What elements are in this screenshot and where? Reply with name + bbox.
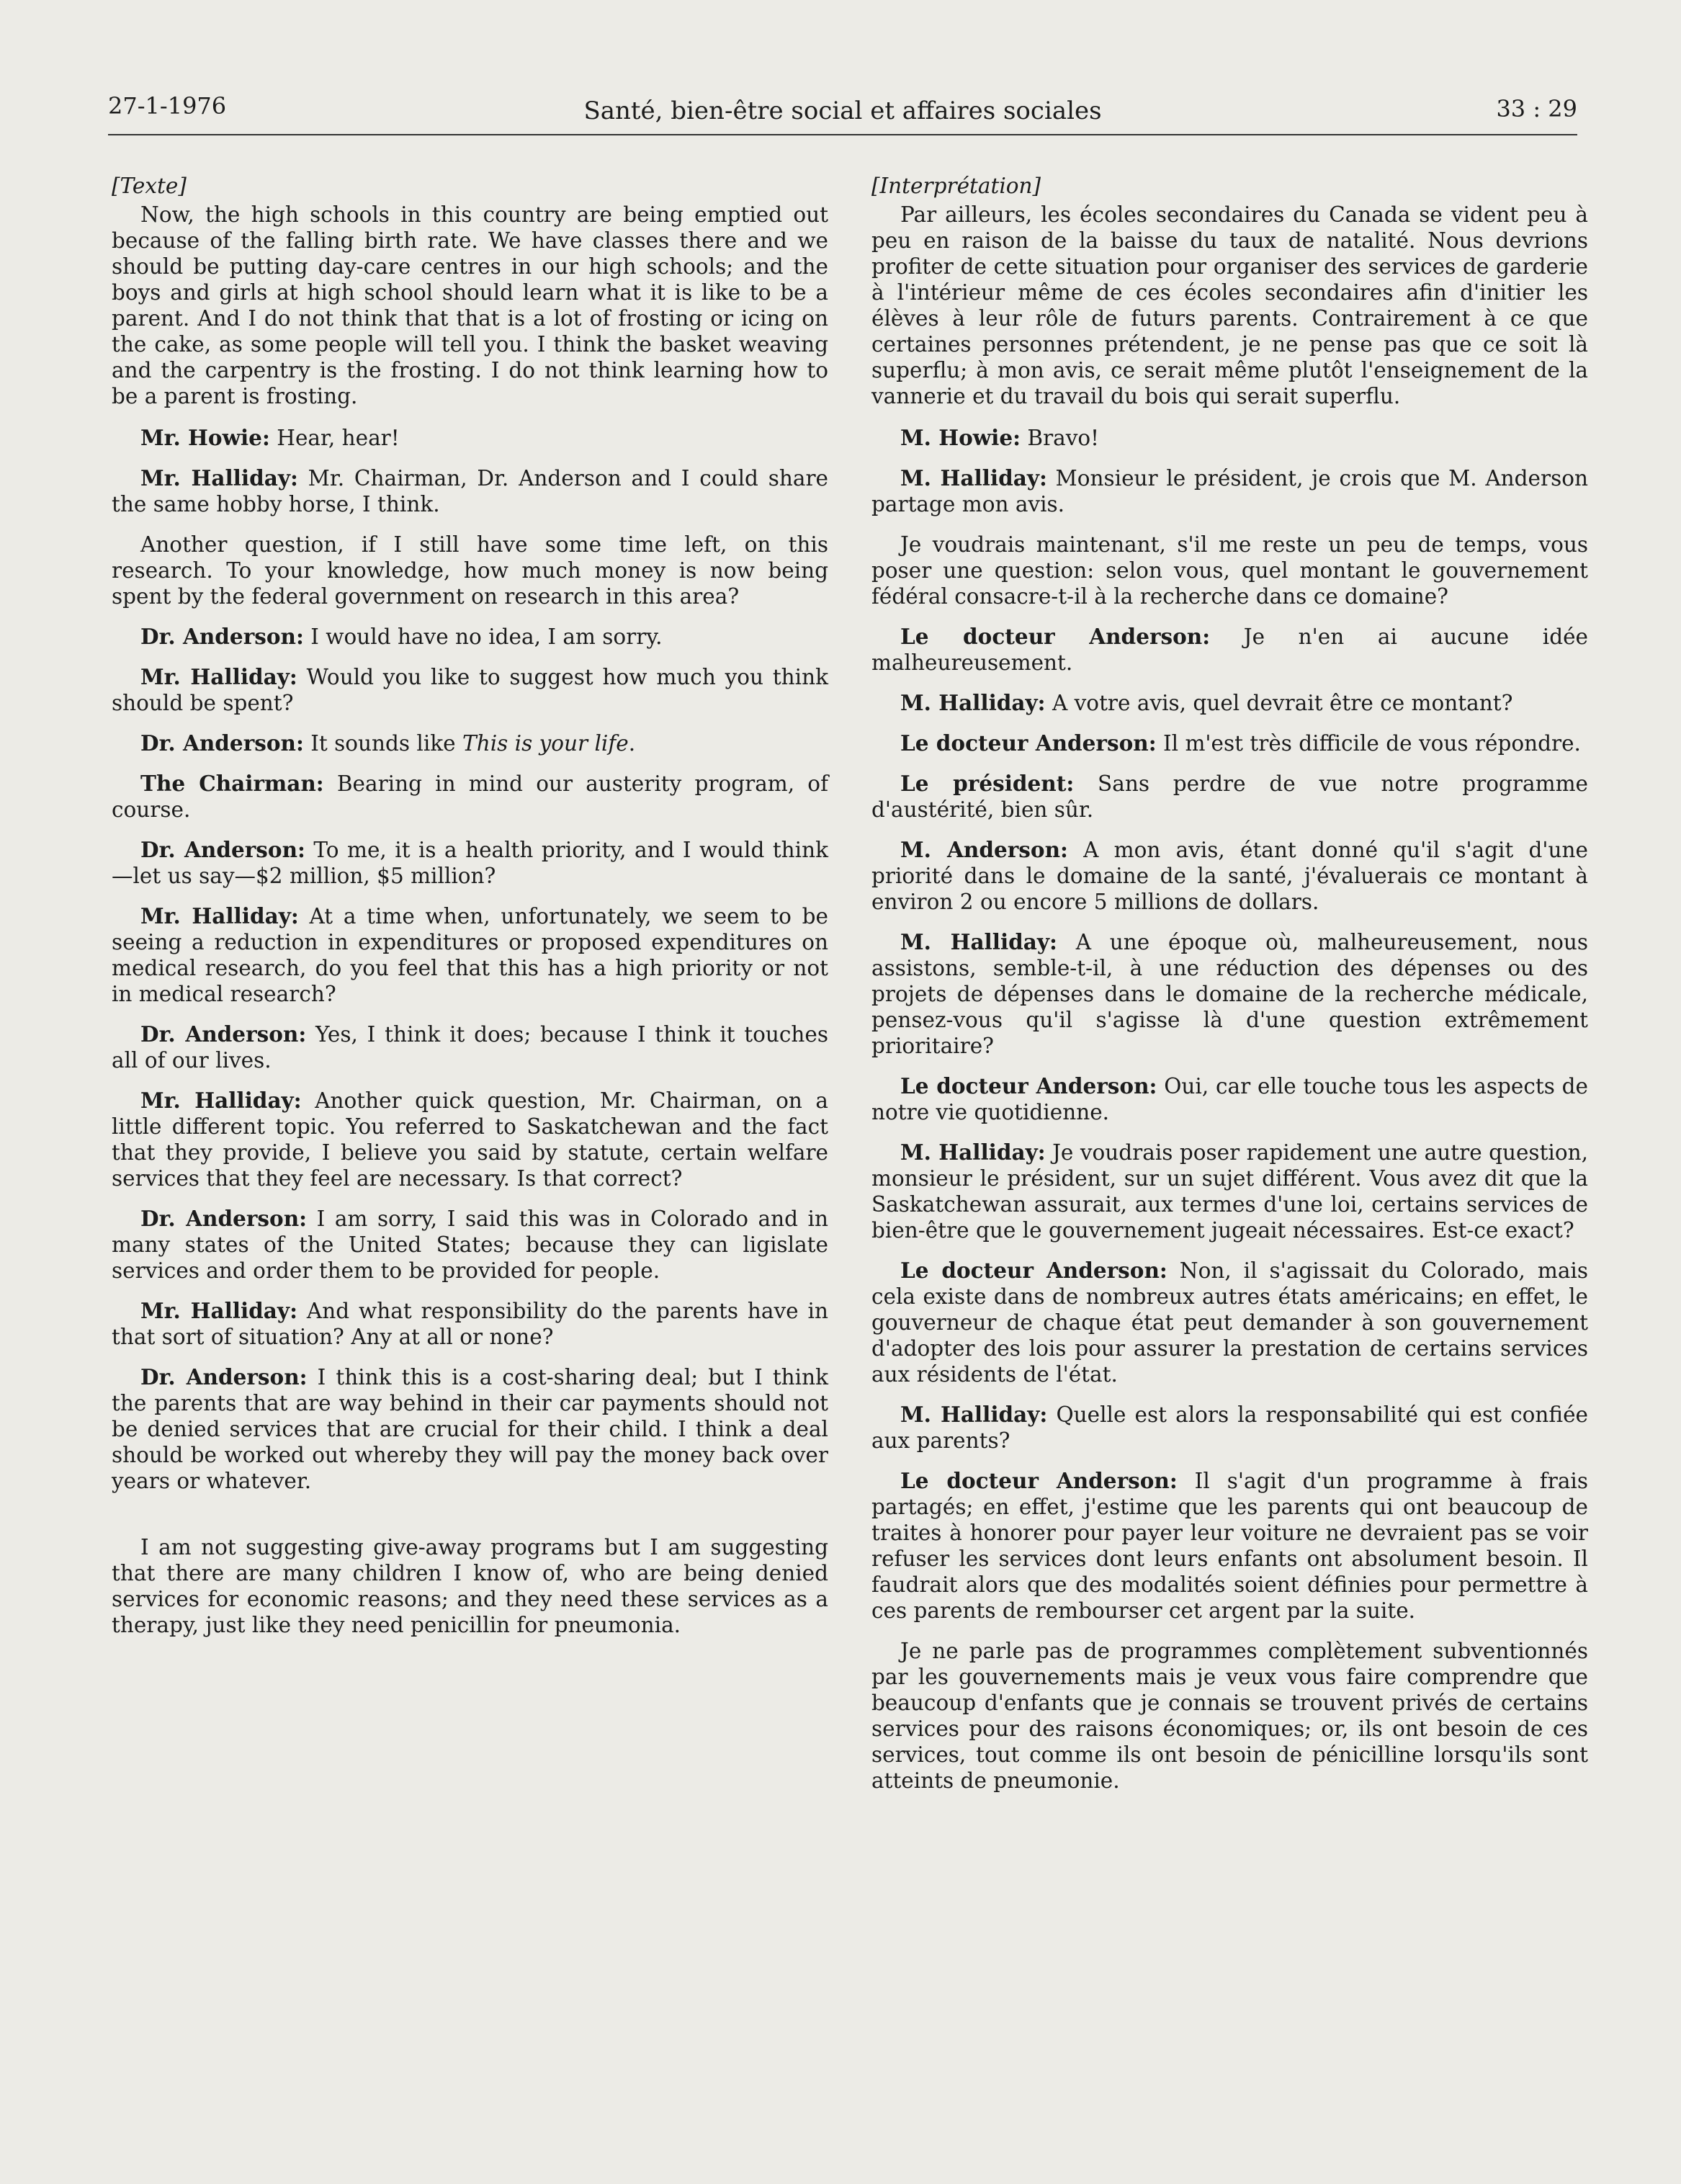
header-date: 27-1-1976 bbox=[108, 92, 227, 120]
paragraph: M. Halliday: Monsieur le président, je crois que M. Anderson partage mon avis. bbox=[871, 465, 1588, 516]
paragraph: Le docteur Anderson: Il m'est très difficile de vous répondre. bbox=[900, 730, 1581, 756]
paragraph: Le docteur Anderson: Il s'agit d'un programme à frais partagés; en effet, j'estime que les parents qui ont beaucoup de traites à honorer pour payer leur voiture ne devraient pas se voir refuser les services dont leurs enfants ont absolument besoin. Il faudrait alors que des modalités soient définies pour permettre à ces parents de rembourser cet argent par la suite. bbox=[871, 1468, 1588, 1623]
paragraph: Le docteur Anderson: Je n'en ai aucune idée malheureusement. bbox=[871, 624, 1588, 675]
paragraph: Mr. Halliday: Would you like to suggest how much you think should be spent? bbox=[112, 664, 828, 715]
header-title: Santé, bien-être social et affaires sociales bbox=[583, 97, 1102, 125]
paragraph: M. Howie: Bravo! bbox=[900, 425, 1100, 450]
paragraph: Dr. Anderson: Yes, I think it does; because I think it touches all of our lives. bbox=[112, 1021, 828, 1073]
paragraph: Dr. Anderson: It sounds like This is your life. bbox=[140, 730, 636, 756]
paragraph: Le docteur Anderson: Oui, car elle touche tous les aspects de notre vie quotidienne. bbox=[871, 1073, 1588, 1124]
paragraph: Je ne parle pas de programmes complètement subventionnés par les gouvernements mais je veux vous faire comprendre que beaucoup d'enfants que je connais se trouvent privés de certains services pour des raisons économiques; or, ils ont besoin de ces services, tout comme ils ont besoin de pénicilline lorsqu'ils sont atteints de pneumonie. bbox=[871, 1639, 1588, 1793]
paragraph: Mr. Howie: Hear, hear! bbox=[140, 425, 400, 450]
paragraph: Par ailleurs, les écoles secondaires du Canada se vident peu à peu en raison de la baisse du taux de natalité. Nous devrions profiter de cette situation pour organiser des services de garderie à l'intérieur même de ces écoles secondaires afin d'initier les élèves à leur rôle de futurs parents. Contrairement à ce que certaines personnes prétendent, je ne pense pas que ce soit là superflu; à mon avis, ce serait même plutôt l'enseignement de la vannerie et du travail du bois qui serait superflu. bbox=[871, 202, 1588, 408]
paragraph: M. Halliday: Quelle est alors la responsabilité qui est confiée aux parents? bbox=[871, 1402, 1588, 1453]
paragraph: M. Halliday: Je voudrais poser rapidement une autre question, monsieur le président, sur un sujet différent. Vous avez dit que la Saskatchewan assurait, aux termes d'une loi, certains services de bien-être que le gouvernement jugeait nécessaires. Est-ce exact? bbox=[871, 1140, 1589, 1243]
paragraph: Je voudrais maintenant, s'il me reste un peu de temps, vous poser une question: selon vous, quel montant le gouvernement fédéral consacre-t-il à la recherche dans ce domaine? bbox=[871, 532, 1588, 609]
french-column bbox=[871, 173, 1588, 1808]
paragraph: Dr. Anderson: I am sorry, I said this was in Colorado and in many states of the United States; because they can ligislate services and order them to be provided for people. bbox=[112, 1206, 828, 1283]
paragraph: M. Halliday: A une époque où, malheureusement, nous assistons, semble-t-il, à une réduction des dépenses ou des projets de dépenses dans le domaine de la recherche médicale, pensez-vous qu'il s'agisse là d'une question extrêmement prioritaire? bbox=[871, 929, 1588, 1058]
paragraph: Dr. Anderson: I would have no idea, I am sorry. bbox=[140, 624, 663, 649]
paragraph: Dr. Anderson: To me, it is a health priority, and I would think—let us say—$2 million, $5 million? bbox=[112, 837, 828, 888]
paragraph: Mr. Halliday: Mr. Chairman, Dr. Anderson and I could share the same hobby horse, I think. bbox=[112, 465, 828, 516]
paragraph: Le président: Sans perdre de vue notre programme d'austérité, bien sûr. bbox=[871, 771, 1588, 822]
paragraph: Le docteur Anderson: Non, il s'agissait du Colorado, mais cela existe dans de nombreux autres états américains; en effet, le gouverneur de chaque état peut demander à son gouvernement d'adopter des lois pour assurer la prestation de certains services aux résidents de l'état. bbox=[871, 1258, 1588, 1387]
english-column bbox=[112, 173, 828, 1652]
paragraph: Mr. Halliday: Another quick question, Mr. Chairman, on a little different topic. You referred to Saskatchewan and the fact that they provide, I believe you said by statute, certain welfare services that they feel are necessary. Is that correct? bbox=[112, 1088, 828, 1191]
paragraph: I am not suggesting give-away programs but I am suggesting that there are many children I know of, who are being denied services for economic reasons; and they need these services as a therapy, just like they need penicillin for pneumonia. bbox=[112, 1535, 828, 1637]
page-header bbox=[108, 85, 1577, 135]
column-label-english: [Texte] bbox=[112, 174, 187, 198]
paragraph: Now, the high schools in this country are being emptied out because of the falling birth rate. We have classes there and we should be putting day-care centres in our high schools; and the boys and girls at high school should learn what it is like to be a parent. And I do not think that that is a lot of frosting or icing on the cake, as some people will tell you. I think the basket weaving and the carpentry is the frosting. I do not think learning how to be a parent is frosting. bbox=[112, 202, 828, 408]
column-label-french: [Interprétation] bbox=[871, 174, 1041, 198]
paragraph: Mr. Halliday: At a time when, unfortunately, we seem to be seeing a reduction in expenditures or proposed expenditures on medical research, do you feel that this has a high priority or not in medical research? bbox=[112, 903, 828, 1006]
paragraph: Another question, if I still have some time left, on this research. To your knowledge, how much money is now being spent by the federal government on research in this area? bbox=[112, 532, 828, 609]
paragraph: Mr. Halliday: And what responsibility do the parents have in that sort of situation? Any at all or none? bbox=[112, 1298, 828, 1349]
paragraph: M. Anderson: A mon avis, étant donné qu'il s'agit d'une priorité dans le domaine de la santé, j'évaluerais ce montant à environ 2 ou encore 5 millions de dollars. bbox=[871, 837, 1588, 914]
paragraph: M. Halliday: A votre avis, quel devrait être ce montant? bbox=[900, 690, 1513, 715]
paragraph: The Chairman: Bearing in mind our austerity program, of course. bbox=[112, 771, 828, 822]
header-page-number: 33 : 29 bbox=[1496, 95, 1577, 122]
paragraph: Dr. Anderson: I think this is a cost-sharing deal; but I think the parents that are way behind in their car payments should not be denied services that are crucial for their child. I think a deal should be worked out whereby they will pay the money back over years or whatever. bbox=[112, 1364, 828, 1493]
